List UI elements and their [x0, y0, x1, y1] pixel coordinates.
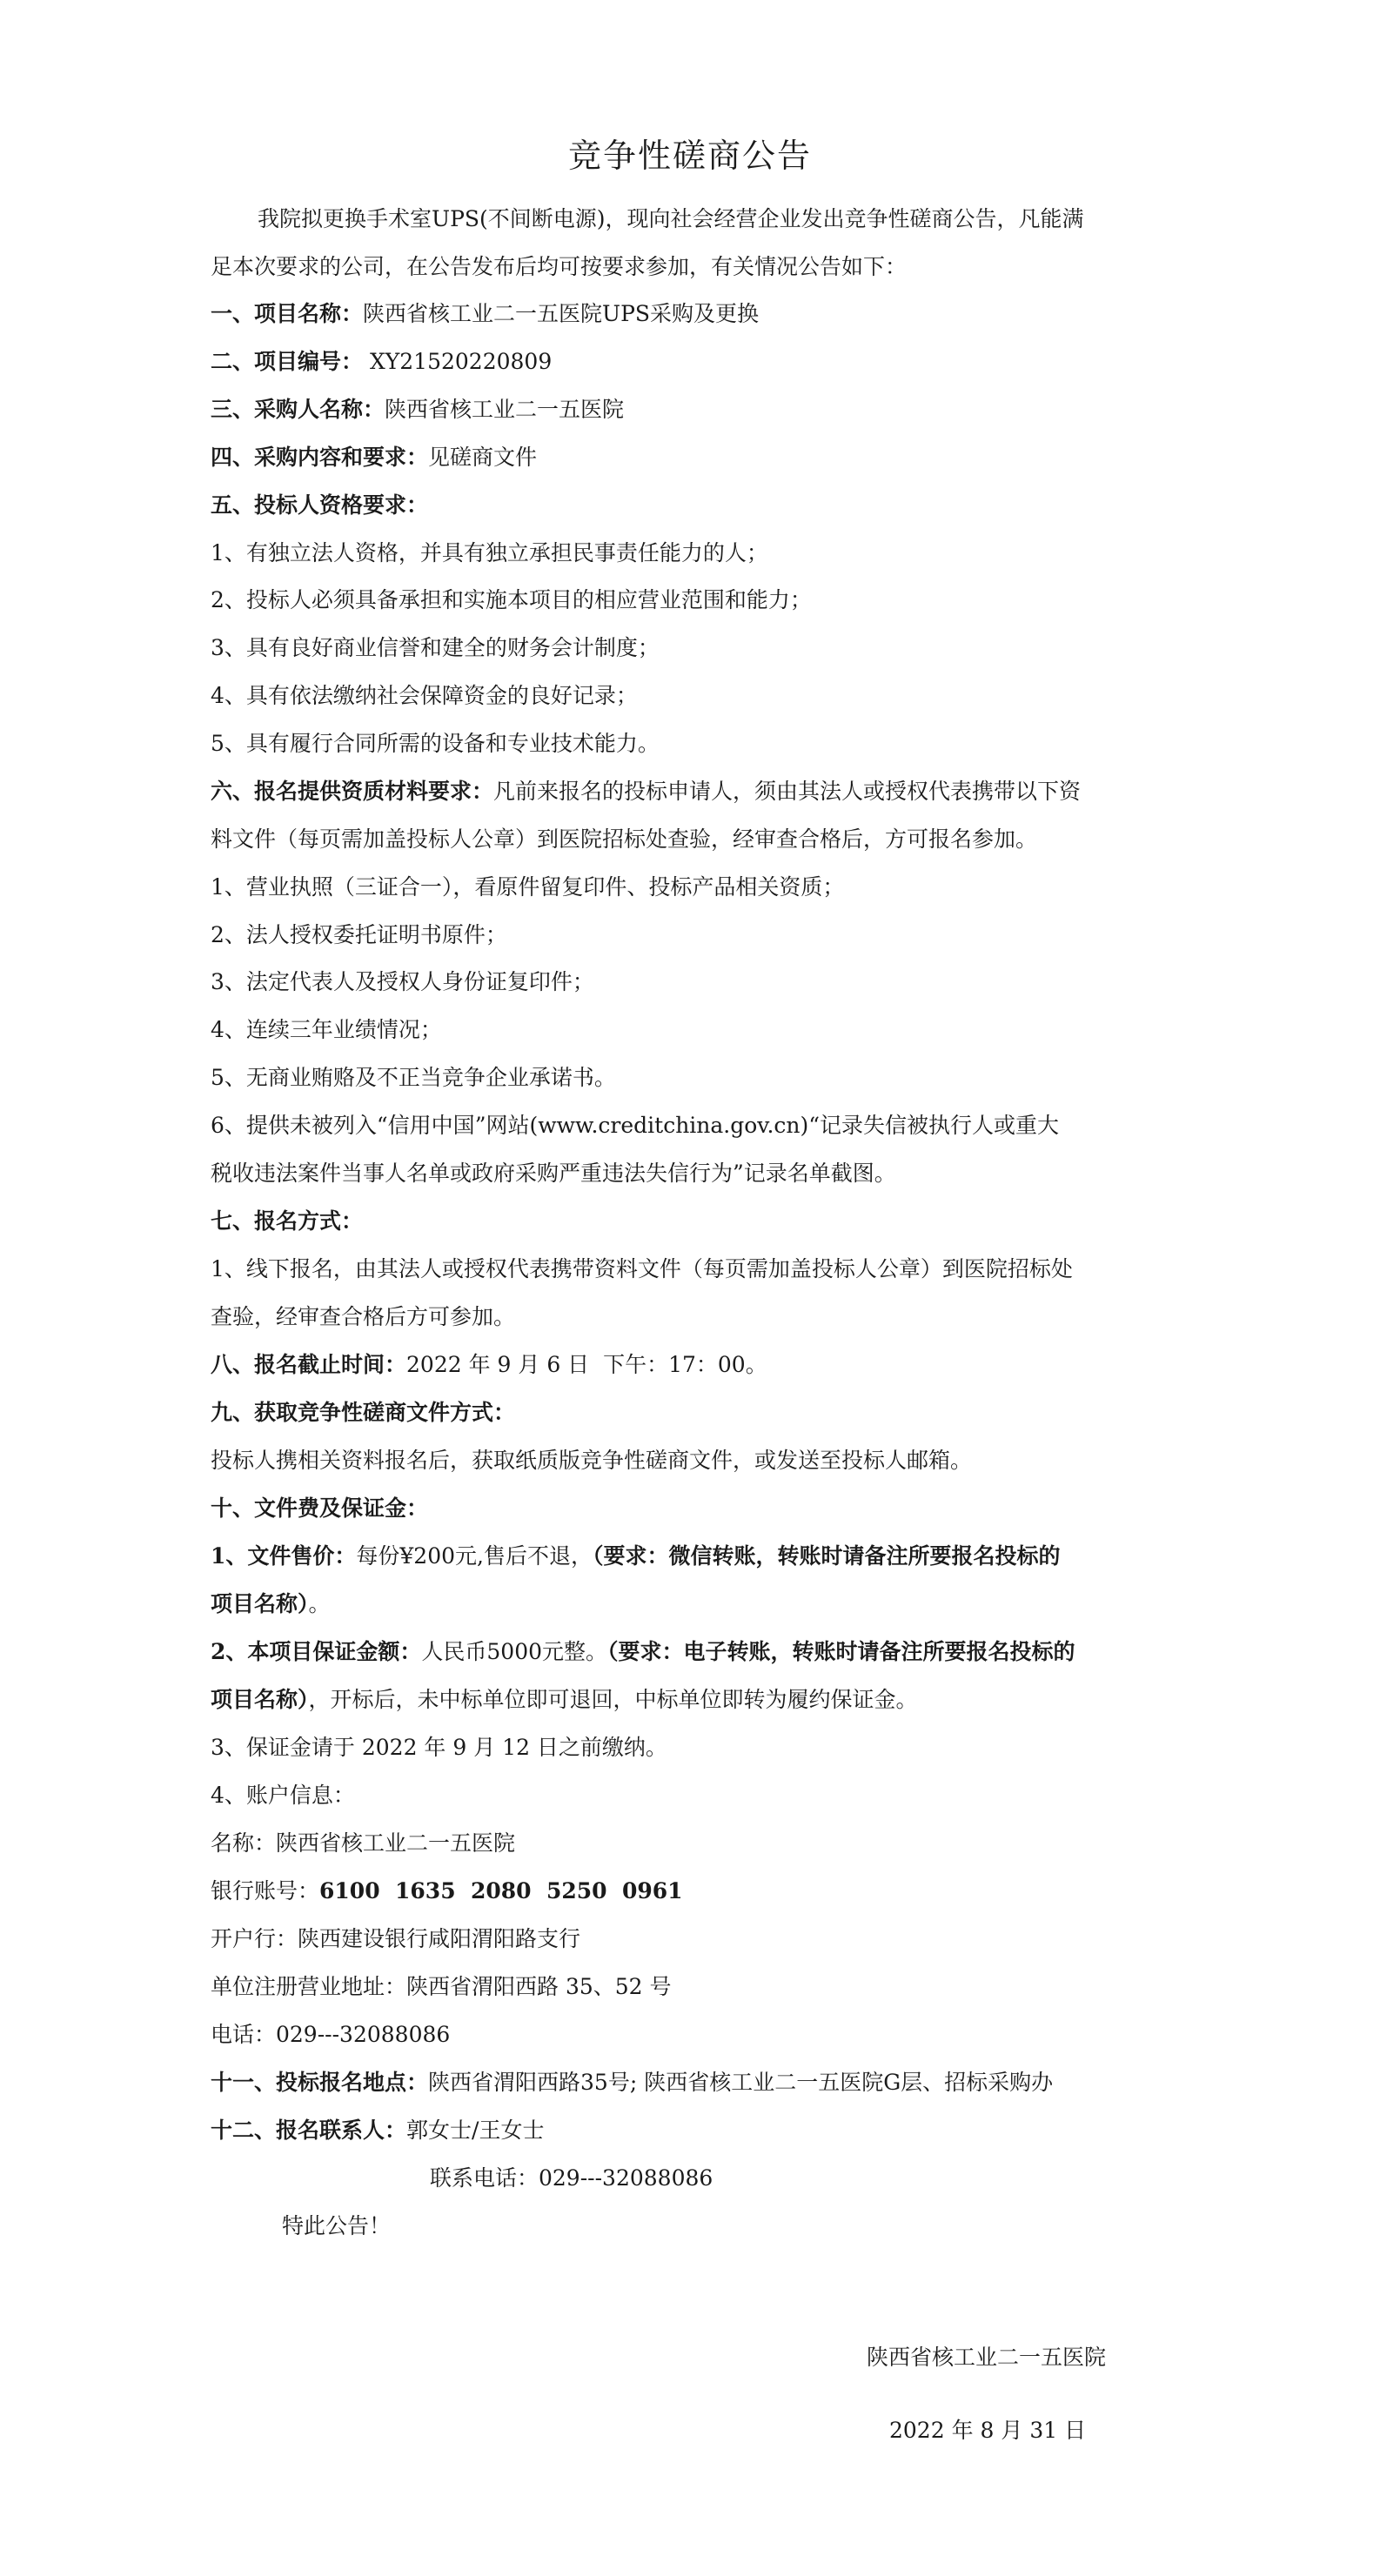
section-6-label: 六、报名提供资质材料要求：	[211, 779, 494, 804]
document-title: 竞争性磋商公告	[567, 137, 812, 175]
section-10-item-4: 4、账户信息：	[211, 1783, 355, 1808]
section-10-heading: 十、文件费及保证金：	[211, 1495, 429, 1521]
section-2	[211, 348, 1185, 376]
fee-end: 。	[308, 1591, 331, 1616]
fee-label: 1、文件售价：	[211, 1543, 357, 1569]
account-number-label: 银行账号：	[211, 1878, 320, 1904]
section-9-heading: 九、获取竞争性磋商文件方式：	[211, 1400, 516, 1425]
section-6-item: 2、法人授权委托证明书原件；	[211, 922, 507, 947]
fee-requirement: （要求：微信转账，转账时请备注所要报名投标的	[592, 1543, 1061, 1569]
section-1	[211, 300, 1185, 328]
account-name: 名称：陕西省核工业二一五医院	[211, 1830, 516, 1856]
section-10-fee-line-2	[211, 1590, 1185, 1618]
account-number	[211, 1877, 1185, 1905]
section-4	[211, 444, 1185, 472]
section-6-item: 3、法定代表人及授权人身份证复印件；	[211, 969, 594, 994]
signature-date: 2022 年 8 月 31 日	[889, 2418, 1087, 2443]
section-5-heading: 五、投标人资格要求：	[211, 492, 429, 518]
section-6-value: 凡前来报名的投标申请人，须由其法人或授权代表携带以下资	[493, 779, 1082, 804]
deposit-requirement: （要求：电子转账，转账时请备注所要报名投标的	[607, 1639, 1075, 1664]
intro-line-2: 足本次要求的公司，在公告发布后均可按要求参加，有关情况公告如下：	[211, 254, 908, 279]
account-number-value: 6100 1635 2080 5250 0961	[319, 1878, 683, 1904]
fee-requirement-cont: 项目名称）	[211, 1591, 309, 1616]
section-6-item: 1、营业执照（三证合一），看原件留复印件、投标产品相关资质；	[211, 874, 845, 900]
contact-phone: 联系电话：029---32088086	[430, 2165, 713, 2191]
section-8-value: 2022 年 9 月 6 日 下午：17：00。	[406, 1352, 767, 1377]
section-4-label: 四、采购内容和要求：	[211, 445, 429, 470]
section-3-value: 陕西省核工业二一五医院	[385, 397, 625, 422]
section-8	[211, 1351, 1185, 1379]
section-8-label: 八、报名截止时间：	[211, 1352, 407, 1377]
section-11	[211, 2069, 1185, 2097]
section-9-line-1: 投标人携相关资料报名后，获取纸质版竞争性磋商文件，或发送至投标人邮箱。	[211, 1448, 973, 1473]
deposit-requirement-cont: 项目名称）	[211, 1687, 309, 1712]
deposit-end: ，开标后，未中标单位即可退回，中标单位即转为履约保证金。	[308, 1687, 918, 1712]
section-7-heading: 七、报名方式：	[211, 1208, 364, 1234]
fee-value: 每份¥200元,售后不退，	[356, 1543, 593, 1569]
signature-organization: 陕西省核工业二一五医院	[867, 2345, 1107, 2370]
section-10-deposit-line-2	[211, 1686, 1185, 1714]
section-3-label: 三、采购人名称：	[211, 397, 385, 422]
section-5-item: 1、有独立法人资格，并具有独立承担民事责任能力的人；	[211, 540, 768, 565]
section-2-label: 二、项目编号：	[211, 349, 364, 374]
section-7-line-2: 查验，经审查合格后方可参加。	[211, 1304, 516, 1329]
section-10-fee	[211, 1542, 1185, 1570]
section-5-item: 2、投标人必须具备承担和实施本项目的相应营业范围和能力；	[211, 587, 812, 612]
section-5-item: 3、具有良好商业信誉和建全的财务会计制度；	[211, 635, 660, 660]
section-7-line-1: 1、线下报名，由其法人或授权代表携带资料文件（每页需加盖投标人公章）到医院招标处	[211, 1256, 1073, 1281]
section-10-item-3: 3、保证金请于 2022 年 9 月 12 日之前缴纳。	[211, 1735, 667, 1760]
section-10-deposit	[211, 1638, 1185, 1666]
section-6-item-6-line-2: 税收违法案件当事人名单或政府采购严重违法失信行为”记录名单截图。	[211, 1161, 896, 1186]
account-phone: 电话：029---32088086	[211, 2022, 451, 2047]
intro-line-1: 我院拟更换手术室UPS(不间断电源)，现向社会经营企业发出竞争性磋商公告，凡能满	[258, 206, 1084, 231]
closing-text: 特此公告！	[282, 2213, 392, 2238]
section-12-label: 十二、报名联系人：	[211, 2118, 407, 2143]
section-6	[211, 778, 1185, 806]
section-1-label: 一、项目名称：	[211, 301, 364, 326]
section-6-item: 4、连续三年业绩情况；	[211, 1017, 442, 1042]
section-4-value: 见磋商文件	[428, 445, 538, 470]
section-12	[211, 2117, 1185, 2144]
deposit-value: 人民币5000元整。	[421, 1639, 608, 1664]
deposit-label: 2、本项目保证金额：	[211, 1639, 422, 1664]
section-12-value: 郭女士/王女士	[406, 2118, 545, 2143]
section-11-value: 陕西省渭阳西路35号; 陕西省核工业二一五医院G层、招标采购办	[428, 2070, 1054, 2095]
account-bank: 开户行：陕西建设银行咸阳渭阳路支行	[211, 1926, 581, 1951]
section-11-label: 十一、投标报名地点：	[211, 2070, 429, 2095]
section-1-value: 陕西省核工业二一五医院UPS采购及更换	[363, 301, 760, 326]
section-6-item: 5、无商业贿赂及不正当竞争企业承诺书。	[211, 1065, 616, 1090]
section-3	[211, 396, 1185, 424]
section-2-value: XY21520220809	[363, 349, 553, 374]
section-6-line-2: 料文件（每页需加盖投标人公章）到医院招标处查验，经审查合格后，方可报名参加。	[211, 826, 1038, 852]
section-5-item: 4、具有依法缴纳社会保障资金的良好记录；	[211, 683, 638, 708]
section-5-item: 5、具有履行合同所需的设备和专业技术能力。	[211, 731, 660, 756]
section-6-item-6-line-1: 6、提供未被列入“信用中国”网站(www.creditchina.gov.cn)“记录失信被执行人或重大	[211, 1113, 1060, 1138]
account-address: 单位注册营业地址：陕西省渭阳西路 35、52 号	[211, 1974, 672, 1999]
